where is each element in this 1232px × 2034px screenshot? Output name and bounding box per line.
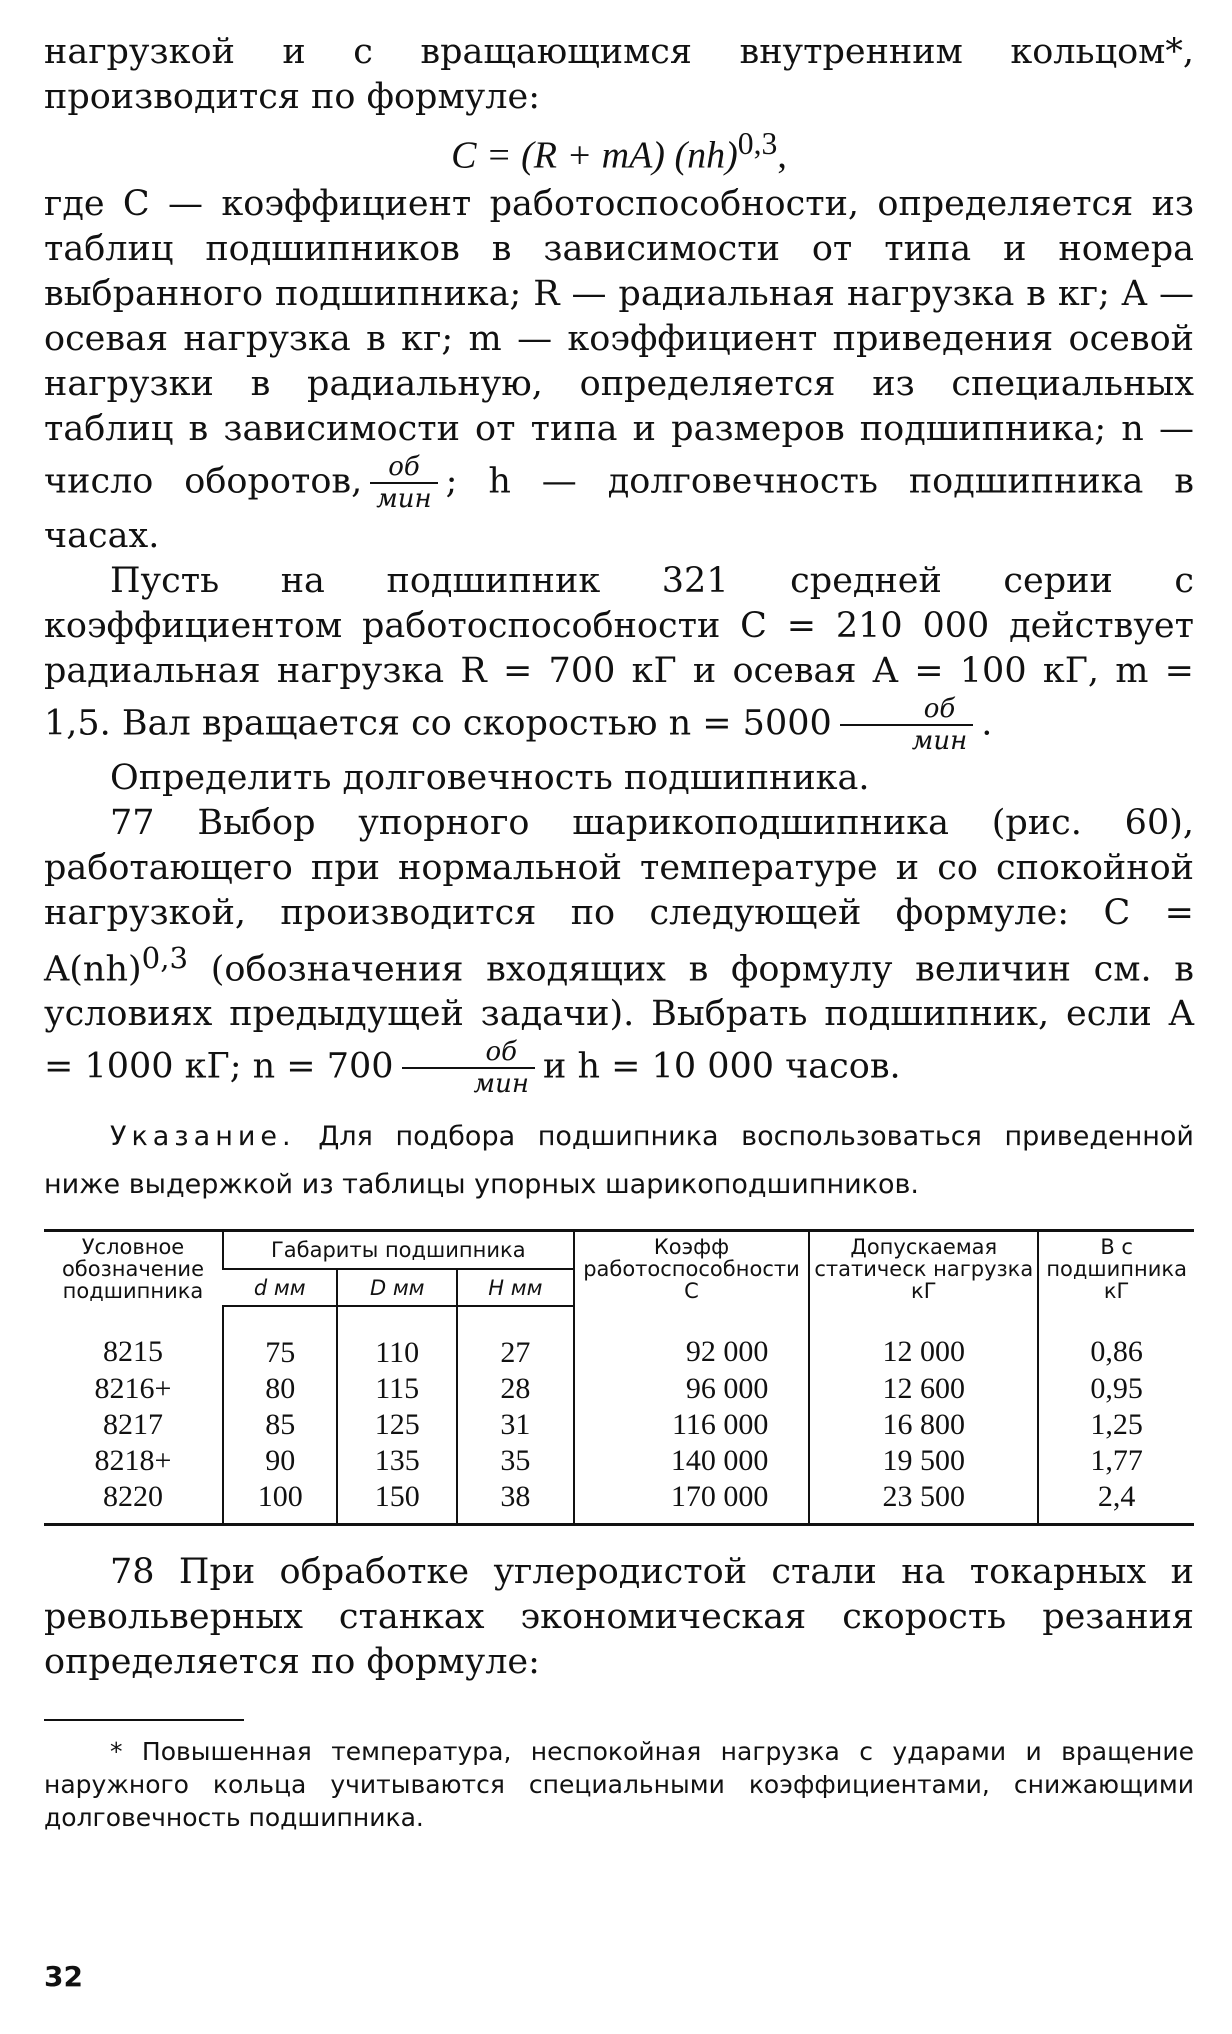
header-static-load: Допускаемая статическ нагрузка кГ xyxy=(809,1231,1038,1307)
table-row: 8220 100 150 38 170 000 23 500 2,4 xyxy=(44,1479,1194,1525)
paragraph-task: Определить долговечность подшипника. xyxy=(110,757,870,798)
note-text: Для подбора подшипника воспользоваться приведенной ниже выдержкой из таблицы упорных шарикоподшипников. xyxy=(44,1121,1194,1201)
note-label: Указание. xyxy=(110,1121,296,1153)
header-H: H мм xyxy=(457,1269,574,1306)
page-number: 32 xyxy=(44,1960,83,1993)
header-d: d мм xyxy=(223,1269,337,1306)
paragraph-problem-76: Пусть на подшипник 321 средней серии с коэффициентом работоспособности C = 210 000 действует радиальная нагрузка R = 700 кГ и осевая A = 100 кГ, m = 1,5. Вал вращается со скоростью n = 5000 $\frac{об}{\text{мин}}$ . xyxy=(44,560,1194,756)
table-row: 8217 85 125 31 116 000 16 800 1,25 xyxy=(44,1407,1194,1443)
paragraph-problem-77: 77 Выбор упорного шарикоподшипника (рис. 60), работающего при нормальной температуре и со спокойной нагрузкой, производится по следующей формуле: C = A(nh)$^{0,3}$ (обозначения входящих в формулу величин см. в условиях предыдущей задачи). Выбрать подшипник, если A = 1000 кГ; n = 700 $\frac{об}{\text{мин}}$ и h = 10 000 часов. xyxy=(44,802,1194,1100)
header-dimensions: Габариты подшипника xyxy=(223,1231,574,1269)
table-row: 8216+ 80 115 28 96 000 12 600 0,95 xyxy=(44,1371,1194,1407)
fraction-ob-min: $\frac{об}{\text{мин}}$ xyxy=(402,1037,535,1099)
fraction-ob-min: $\frac{об}{\text{мин}}$ xyxy=(840,694,973,756)
bearing-table xyxy=(44,1229,1194,1526)
paragraph-intro: нагрузкой и с вращающимся внутренним кольцом*, производится по формуле: xyxy=(44,32,1194,117)
page xyxy=(44,30,1194,1834)
paragraph-problem-78: 78 При обработке углеродистой стали на токарных и револьверных станках экономическая скорость резания определяется по формуле: xyxy=(44,1552,1194,1683)
header-weight: В с подшипника кГ xyxy=(1038,1231,1194,1307)
header-coefficient: Коэфф работоспособности C xyxy=(574,1231,810,1307)
header-D: D мм xyxy=(337,1269,457,1306)
table-row: 8218+ 90 135 35 140 000 19 500 1,77 xyxy=(44,1443,1194,1479)
footnote: * Повышенная температура, неспокойная нагрузка с ударами и вращение наружного кольца учитываются специальными коэффициентами, снижающими долговечность подшипника. xyxy=(44,1737,1194,1833)
table-row: 8215 75 110 27 92 000 12 000 0,86 xyxy=(44,1306,1194,1371)
fraction-ob-min: $\frac{об}{\text{мин}}$ xyxy=(370,452,437,514)
paragraph-definitions: где C — коэффициент работоспособности, определяется из таблиц подшипников в зависимости от типа и номера выбранного подшипника; R — радиальная нагрузка в кг; A — осевая нагрузка в кг; m — коэффициент приведения осевой нагрузки в радиальную, определяется из специальных таблиц в зависимости от типа и размеров подшипника; n — число оборотов, $\frac{об}{\text{мин}}$ ; h — долговечность подшипника в часах. xyxy=(44,183,1194,556)
note xyxy=(44,1113,1194,1209)
footnote-divider xyxy=(44,1719,244,1721)
formula-c: C = (R + mA) (nh)$^{0,3}$, xyxy=(451,126,787,177)
header-designation: Условное обозначение подшипника xyxy=(61,1235,204,1304)
